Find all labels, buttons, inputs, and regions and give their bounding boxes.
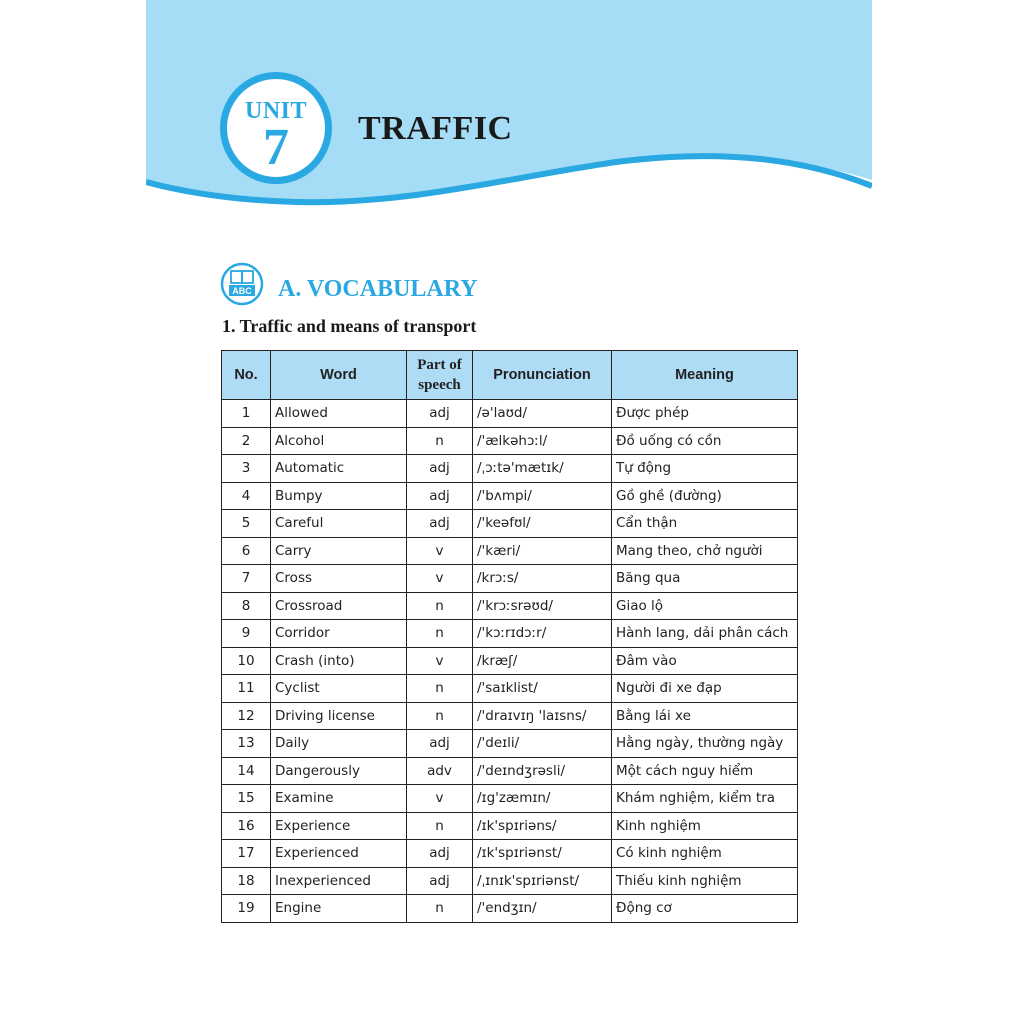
cell-part-of-speech: adj <box>407 482 473 510</box>
cell-meaning: Người đi xe đạp <box>612 675 798 703</box>
cell-word: Careful <box>271 510 407 538</box>
table-row <box>222 812 798 840</box>
cell-part-of-speech: v <box>407 785 473 813</box>
cell-part-of-speech: n <box>407 620 473 648</box>
cell-meaning: Một cách nguy hiểm <box>612 757 798 785</box>
cell-pronunciation: /'endʒɪn/ <box>473 895 612 923</box>
cell-number: 3 <box>222 455 271 483</box>
cell-meaning: Được phép <box>612 400 798 428</box>
cell-number: 16 <box>222 812 271 840</box>
cell-word: Alcohol <box>271 427 407 455</box>
table-row <box>222 867 798 895</box>
cell-number: 1 <box>222 400 271 428</box>
table-row <box>222 647 798 675</box>
cell-meaning: Động cơ <box>612 895 798 923</box>
cell-word: Carry <box>271 537 407 565</box>
cell-word: Crash (into) <box>271 647 407 675</box>
cell-number: 12 <box>222 702 271 730</box>
cell-pronunciation: /krɔːs/ <box>473 565 612 593</box>
cell-meaning: Khám nghiệm, kiểm tra <box>612 785 798 813</box>
table-row <box>222 537 798 565</box>
cell-meaning: Mang theo, chở người <box>612 537 798 565</box>
cell-meaning: Giao lộ <box>612 592 798 620</box>
cell-word: Cyclist <box>271 675 407 703</box>
cell-part-of-speech: n <box>407 702 473 730</box>
section-subtitle: 1. Traffic and means of transport <box>222 316 477 336</box>
cell-part-of-speech: n <box>407 812 473 840</box>
cell-pronunciation: /'krɔːsrəʊd/ <box>473 592 612 620</box>
table-body <box>222 400 798 923</box>
cell-number: 5 <box>222 510 271 538</box>
cell-word: Daily <box>271 730 407 758</box>
cell-part-of-speech: adj <box>407 510 473 538</box>
cell-number: 6 <box>222 537 271 565</box>
cell-meaning: Bằng lái xe <box>612 702 798 730</box>
cell-part-of-speech: adj <box>407 400 473 428</box>
cell-part-of-speech: n <box>407 592 473 620</box>
cell-number: 9 <box>222 620 271 648</box>
cell-part-of-speech: adv <box>407 757 473 785</box>
cell-meaning: Tự động <box>612 455 798 483</box>
cell-pronunciation: /'ælkəhɔːl/ <box>473 427 612 455</box>
vocabulary-table <box>221 350 798 923</box>
cell-part-of-speech: n <box>407 427 473 455</box>
cell-number: 17 <box>222 840 271 868</box>
cell-number: 15 <box>222 785 271 813</box>
cell-number: 11 <box>222 675 271 703</box>
table-row <box>222 702 798 730</box>
header-word: Word <box>271 351 407 400</box>
unit-number: 7 <box>263 119 289 176</box>
cell-word: Cross <box>271 565 407 593</box>
unit-badge <box>220 72 332 184</box>
cell-word: Experienced <box>271 840 407 868</box>
header-part-of-speech <box>407 351 473 400</box>
cell-part-of-speech: n <box>407 675 473 703</box>
cell-meaning: Đồ uống có cồn <box>612 427 798 455</box>
header-pos-line1: Part of <box>417 357 462 373</box>
table-row <box>222 620 798 648</box>
table-row <box>222 785 798 813</box>
cell-word: Examine <box>271 785 407 813</box>
table-row <box>222 592 798 620</box>
cell-pronunciation: /'draɪvɪŋ 'laɪsns/ <box>473 702 612 730</box>
unit-title: TRAFFIC <box>358 110 513 147</box>
header-meaning: Meaning <box>612 351 798 400</box>
section-title: A. VOCABULARY <box>278 276 478 302</box>
cell-meaning: Hằng ngày, thường ngày <box>612 730 798 758</box>
header-pronunciation: Pronunciation <box>473 351 612 400</box>
cell-number: 10 <box>222 647 271 675</box>
table-row <box>222 895 798 923</box>
cell-part-of-speech: adj <box>407 730 473 758</box>
cell-word: Bumpy <box>271 482 407 510</box>
svg-text:ABC: ABC <box>232 286 252 296</box>
table-row <box>222 482 798 510</box>
cell-pronunciation: /'deɪli/ <box>473 730 612 758</box>
unit-label: UNIT <box>244 98 307 124</box>
table-row <box>222 510 798 538</box>
table-row <box>222 400 798 428</box>
table-row <box>222 565 798 593</box>
cell-word: Engine <box>271 895 407 923</box>
cell-part-of-speech: v <box>407 565 473 593</box>
cell-meaning: Gồ ghề (đường) <box>612 482 798 510</box>
cell-pronunciation: /'deɪndʒrəsli/ <box>473 757 612 785</box>
header-pos-line2: speech <box>418 377 461 393</box>
cell-pronunciation: /'saɪklist/ <box>473 675 612 703</box>
cell-meaning: Có kinh nghiệm <box>612 840 798 868</box>
cell-number: 8 <box>222 592 271 620</box>
cell-pronunciation: /ə'laʊd/ <box>473 400 612 428</box>
cell-number: 2 <box>222 427 271 455</box>
cell-word: Inexperienced <box>271 867 407 895</box>
table-row <box>222 455 798 483</box>
cell-word: Corridor <box>271 620 407 648</box>
cell-pronunciation: /'kɔːrɪdɔːr/ <box>473 620 612 648</box>
cell-pronunciation: /ɪk'spɪriəns/ <box>473 812 612 840</box>
cell-word: Automatic <box>271 455 407 483</box>
cell-number: 14 <box>222 757 271 785</box>
cell-part-of-speech: adj <box>407 867 473 895</box>
cell-pronunciation: /'bʌmpi/ <box>473 482 612 510</box>
cell-meaning: Kinh nghiệm <box>612 812 798 840</box>
table-row <box>222 675 798 703</box>
cell-meaning: Băng qua <box>612 565 798 593</box>
cell-part-of-speech: v <box>407 537 473 565</box>
cell-number: 18 <box>222 867 271 895</box>
table-row <box>222 427 798 455</box>
cell-number: 19 <box>222 895 271 923</box>
cell-pronunciation: /kræʃ/ <box>473 647 612 675</box>
cell-meaning: Hành lang, dải phân cách <box>612 620 798 648</box>
cell-part-of-speech: v <box>407 647 473 675</box>
table-row <box>222 730 798 758</box>
cell-pronunciation: /'keəfʊl/ <box>473 510 612 538</box>
cell-meaning: Thiếu kinh nghiệm <box>612 867 798 895</box>
cell-number: 13 <box>222 730 271 758</box>
cell-meaning: Đâm vào <box>612 647 798 675</box>
table-row <box>222 840 798 868</box>
cell-pronunciation: /ɪk'spɪriənst/ <box>473 840 612 868</box>
header-no: No. <box>222 351 271 400</box>
textbook-page <box>146 0 872 1017</box>
cell-word: Experience <box>271 812 407 840</box>
cell-number: 7 <box>222 565 271 593</box>
cell-number: 4 <box>222 482 271 510</box>
cell-word: Allowed <box>271 400 407 428</box>
cell-part-of-speech: n <box>407 895 473 923</box>
table-header-row <box>222 351 798 400</box>
cell-pronunciation: /ɪg'zæmɪn/ <box>473 785 612 813</box>
cell-meaning: Cẩn thận <box>612 510 798 538</box>
cell-word: Driving license <box>271 702 407 730</box>
abc-book-icon <box>220 262 264 306</box>
cell-pronunciation: /'kæri/ <box>473 537 612 565</box>
table-row <box>222 757 798 785</box>
cell-part-of-speech: adj <box>407 455 473 483</box>
cell-pronunciation: /ˌɔːtə'mætɪk/ <box>473 455 612 483</box>
cell-word: Crossroad <box>271 592 407 620</box>
cell-word: Dangerously <box>271 757 407 785</box>
cell-pronunciation: /ˌɪnɪk'spɪriənst/ <box>473 867 612 895</box>
cell-part-of-speech: adj <box>407 840 473 868</box>
